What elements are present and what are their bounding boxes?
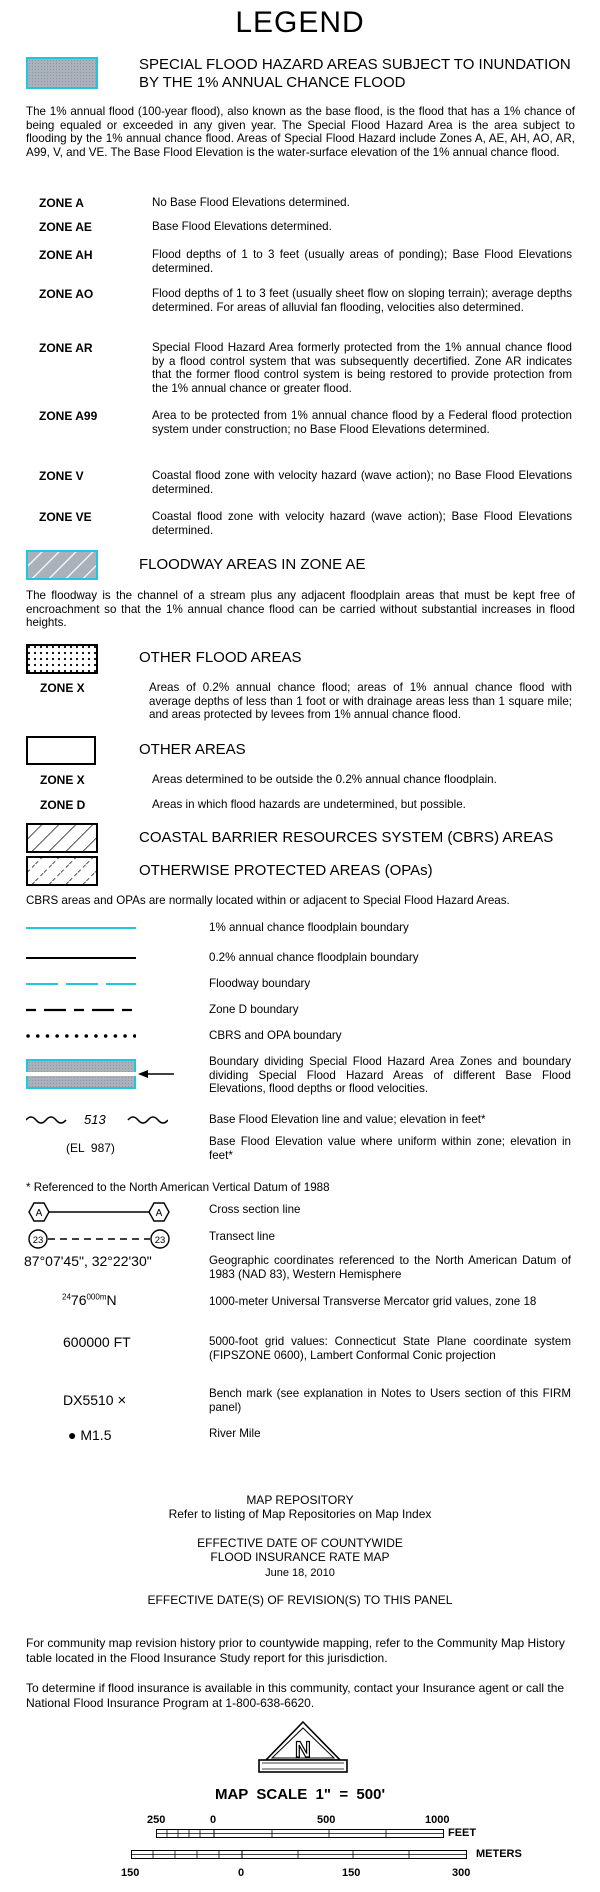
bfe-line-desc: Base Flood Elevation line and value; elevation in feet*: [209, 1113, 486, 1126]
river-mile-value: [68, 1427, 111, 1443]
cbrs-note: CBRS areas and OPAs are normally located within or adjacent to Special Flood Hazard Areas.: [26, 894, 510, 907]
benchmark-id: DX5510: [63, 1392, 114, 1408]
feet-scale-bar: [156, 1829, 444, 1838]
zone-ar-desc: Special Flood Hazard Area formerly protected from the 1% annual chance flood by a flood control system that was subsequently decertified. Zone AR indicates that the former flood control system is being restored to provide protection from the 1% annual chance or greater flood.: [152, 341, 572, 395]
map-scale-title: MAP SCALE 1" = 500': [214, 1786, 386, 1803]
cbrs-opa-boundary-desc: CBRS and OPA boundary: [209, 1029, 342, 1042]
effective-date: June 18, 2010: [265, 1567, 335, 1579]
repository-title: MAP REPOSITORY: [246, 1493, 354, 1507]
zone-ar-label: ZONE AR: [39, 341, 93, 355]
floodway-heading: FLOODWAY AREAS IN ZONE AE: [139, 556, 366, 573]
cross-section-symbol: [26, 1200, 172, 1224]
zone-ao-label: ZONE AO: [39, 287, 94, 301]
zone-v-desc: Coastal flood zone with velocity hazard (wave action); no Base Flood Elevations determined.: [152, 469, 572, 496]
zone-a99-desc: Area to be protected from 1% annual chance flood by a Federal flood protection system under construction; no Base Flood Elevations determined.: [152, 409, 572, 436]
meters-tick-0: 0: [238, 1867, 245, 1879]
stateplane-desc: 5000-foot grid values: Connecticut State Plane coordinate system (FIPSZONE 0600), Lambert Conformal Conic projection: [209, 1335, 571, 1362]
history-note: For community map revision history prior to countywide mapping, refer to the Community Map History table located in the Flood Insurance Study report for this jurisdiction.: [26, 1636, 565, 1665]
north-letter: N: [295, 1737, 311, 1762]
floodway-paragraph: The floodway is the channel of a stream plus any adjacent floodplain areas that must be kept free of encroachment so that the 1% annual chance flood can be carried without substantial increases in flood heights.: [26, 589, 575, 629]
sfha-heading: SPECIAL FLOOD HAZARD AREAS SUBJECT TO INUNDATION BY THE 1% ANNUAL CHANCE FLOOD: [139, 56, 571, 91]
floodplain-1pct-line: [26, 924, 136, 932]
utm-desc: 1000-meter Universal Transverse Mercator grid values, zone 18: [209, 1295, 537, 1308]
stateplane-value: 600000 FT: [63, 1334, 131, 1350]
other-areas-zone-x-label: ZONE X: [40, 773, 85, 787]
cross-section-desc: Cross section line: [209, 1203, 301, 1216]
other-flood-swatch: [26, 644, 98, 674]
zone-ao-desc: Flood depths of 1 to 3 feet (usually sheet flow on sloping terrain); average depths determined. For areas of alluvial fan flooding, velocities also determined.: [152, 287, 572, 314]
transect-desc: Transect line: [209, 1230, 275, 1243]
zone-a-desc: No Base Flood Elevations determined.: [152, 196, 350, 209]
zone-ve-desc: Coastal flood zone with velocity hazard (wave action); Base Flood Elevations determined.: [152, 510, 572, 537]
geo-coords-desc: Geographic coordinates referenced to the North American Datum of 1983 (NAD 83), Western Hemisphere: [209, 1254, 571, 1281]
river-mile-desc: River Mile: [209, 1427, 261, 1440]
bfe-uniform-value: (EL 987): [66, 1141, 115, 1155]
feet-unit: FEET: [448, 1827, 477, 1839]
cross-section-letter-right: A: [155, 1208, 163, 1219]
effective-date-line1: EFFECTIVE DATE OF COUNTYWIDE: [197, 1536, 403, 1550]
floodway-swatch: [26, 550, 98, 580]
zone-ve-label: ZONE VE: [39, 510, 92, 524]
cbrs-opa-boundary-line: [26, 1032, 136, 1040]
north-arrow-icon: [258, 1720, 348, 1774]
zone-d-desc: Areas in which flood hazards are undetermined, but possible.: [152, 798, 466, 811]
other-flood-zone-x-label: ZONE X: [40, 681, 85, 695]
utm-value: [62, 1292, 117, 1308]
benchmark-value: [63, 1392, 126, 1409]
floodplain-1pct-desc: 1% annual chance floodplain boundary: [209, 921, 409, 934]
zone-d-boundary-desc: Zone D boundary: [209, 1003, 299, 1016]
repository-note: Refer to listing of Map Repositories on Map Index: [168, 1507, 432, 1521]
other-areas-zone-x-desc: Areas determined to be outside the 0.2% annual chance floodplain.: [152, 773, 497, 786]
other-flood-heading: OTHER FLOOD AREAS: [139, 649, 302, 666]
floodway-boundary-desc: Floodway boundary: [209, 977, 311, 990]
meters-tick-150-right: 150: [342, 1867, 361, 1879]
effective-date-line2: FLOOD INSURANCE RATE MAP: [210, 1550, 390, 1564]
opa-swatch: [26, 856, 98, 886]
dividing-boundary-desc: Boundary dividing Special Flood Hazard Area Zones and boundary dividing Special Flood Hazard Areas of different Base Flood Elevations, flood depths or flood velocities.: [209, 1055, 571, 1095]
zone-d-label: ZONE D: [40, 798, 86, 812]
utm-prefix: 24: [62, 1292, 71, 1302]
zone-ae-label: ZONE AE: [39, 220, 92, 234]
zone-ah-desc: Flood depths of 1 to 3 feet (usually areas of ponding); Base Flood Elevations determined.: [152, 248, 572, 275]
insurance-note: To determine if flood insurance is available in this community, contact your Insurance agent or call the National Flood Insurance Program at 1-800-638-6620.: [26, 1681, 565, 1710]
utm-sup: 000m: [86, 1292, 107, 1302]
zone-d-boundary-line: [26, 1006, 136, 1014]
cbrs-heading: COASTAL BARRIER RESOURCES SYSTEM (CBRS) AREAS: [139, 829, 554, 846]
transect-number-left: 23: [32, 1235, 44, 1246]
river-mile-id: M1.5: [80, 1427, 112, 1443]
benchmark-x-icon: ×: [117, 1392, 127, 1409]
meters-tick-150-left: 150: [121, 1867, 140, 1879]
zone-v-label: ZONE V: [39, 469, 84, 483]
bfe-line-value: 513: [84, 1112, 106, 1127]
opa-heading: OTHERWISE PROTECTED AREAS (OPAs): [139, 862, 433, 879]
benchmark-desc: Bench mark (see explanation in Notes to Users section of this FIRM panel): [209, 1387, 571, 1414]
meters-tick-300: 300: [452, 1867, 471, 1879]
cbrs-swatch: [26, 823, 98, 853]
other-areas-heading: OTHER AREAS: [139, 741, 246, 758]
feet-tick-1000: 1000: [425, 1814, 450, 1826]
datum-note: * Referenced to the North American Vertical Datum of 1988: [26, 1181, 330, 1194]
feet-tick-250: 250: [147, 1814, 166, 1826]
cross-section-letter-left: A: [35, 1208, 43, 1219]
zone-ah-label: ZONE AH: [39, 248, 93, 262]
floodplain-02pct-desc: 0.2% annual chance floodplain boundary: [209, 951, 419, 964]
sfha-swatch: [26, 57, 98, 89]
zone-a-label: ZONE A: [39, 196, 84, 210]
floodplain-02pct-line: [26, 954, 136, 962]
geo-coords-value: 87°07'45", 32°22'30": [24, 1253, 152, 1269]
zone-ae-desc: Base Flood Elevations determined.: [152, 220, 332, 233]
feet-tick-0: 0: [210, 1814, 217, 1826]
feet-tick-500: 500: [317, 1814, 336, 1826]
meters-unit: METERS: [476, 1848, 522, 1860]
bfe-uniform-desc: Base Flood Elevation value where uniform within zone; elevation in feet*: [209, 1135, 571, 1162]
utm-main: 76: [70, 1292, 87, 1308]
zone-a99-label: ZONE A99: [39, 409, 98, 423]
other-areas-swatch: [26, 736, 96, 765]
dividing-boundary-symbol: [26, 1059, 176, 1089]
floodway-boundary-line: [26, 980, 136, 988]
transect-symbol: [26, 1228, 172, 1250]
river-mile-dot-icon: ●: [68, 1427, 77, 1443]
utm-suffix: N: [106, 1292, 117, 1308]
sfha-paragraph: The 1% annual flood (100-year flood), also known as the base flood, is the flood that has a 1% chance of being equaled or exceeded in any given year. The Special Flood Hazard Area is the area subject to flooding by the 1% annual chance flood. Areas of Special Flood Hazard include Zones A, AE, AH, AO, AR, A99, V, and VE. The Base Flood Elevation is the water-surface elevation of the 1% annual chance flood.: [26, 105, 575, 159]
revisions-title: EFFECTIVE DATE(S) OF REVISION(S) TO THIS PANEL: [147, 1593, 453, 1607]
legend-title: LEGEND: [235, 6, 365, 39]
transect-number-right: 23: [154, 1235, 166, 1246]
meters-scale-bar: [131, 1850, 467, 1859]
other-flood-zone-x-desc: Areas of 0.2% annual chance flood; areas of 1% annual chance flood with average depths of less than 1 foot or with drainage areas less than 1 square mile; and areas protected by levees from 1% annual chance flood.: [149, 681, 572, 721]
